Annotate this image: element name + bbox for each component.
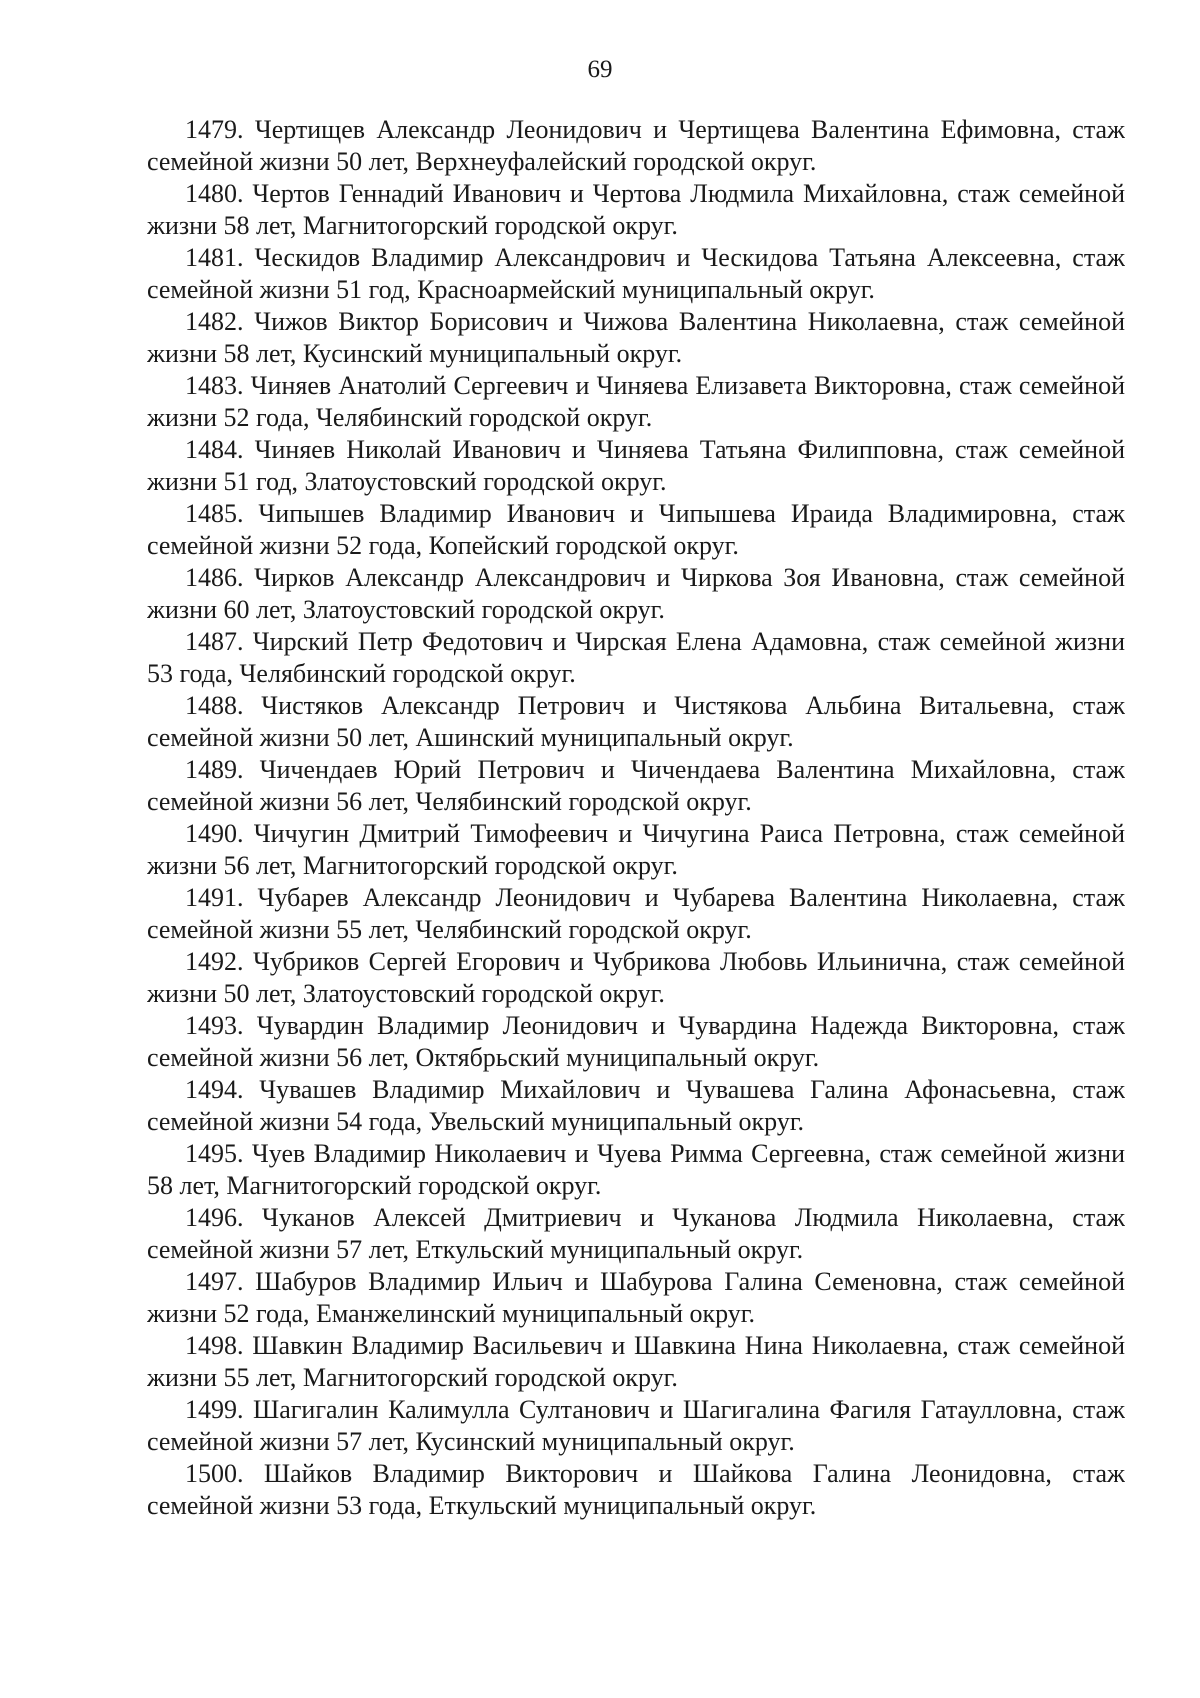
list-item: 1483. Чиняев Анатолий Сергеевич и Чиняева Елизавета Викторовна, стаж семейной жизни 52 года, Челябинский городской округ. [147,371,1125,432]
list-item: 1498. Шавкин Владимир Васильевич и Шавкина Нина Николаевна, стаж семейной жизни 55 лет, Магнитогорский городской округ. [147,1331,1125,1392]
list-item: 1481. Ческидов Владимир Александрович и Ческидова Татьяна Алексеевна, стаж семейной жизни 51 год, Красноармейский муниципальный округ. [147,243,1125,304]
list-item: 1494. Чувашев Владимир Михайлович и Чувашева Галина Афонасьевна, стаж семейной жизни 54 года, Увельский муниципальный округ. [147,1075,1125,1136]
list-item: 1479. Чертищев Александр Леонидович и Чертищева Валентина Ефимовна, стаж семейной жизни 50 лет, Верхнеуфалейский городской округ. [147,115,1125,176]
list-item: 1488. Чистяков Александр Петрович и Чистякова Альбина Витальевна, стаж семейной жизни 50 лет, Ашинский муниципальный округ. [147,691,1125,752]
list-item: 1487. Чирский Петр Федотович и Чирская Елена Адамовна, стаж семейной жизни 53 года, Челябинский городской округ. [147,627,1125,688]
list-item: 1497. Шабуров Владимир Ильич и Шабурова Галина Семеновна, стаж семейной жизни 52 года, Еманжелинский муниципальный округ. [147,1267,1125,1328]
list-item: 1496. Чуканов Алексей Дмитриевич и Чуканова Людмила Николаевна, стаж семейной жизни 57 лет, Еткульский муниципальный округ. [147,1203,1125,1264]
list-item: 1492. Чубриков Сергей Егорович и Чубрикова Любовь Ильинична, стаж семейной жизни 50 лет, Златоустовский городской округ. [147,947,1125,1008]
list-item: 1500. Шайков Владимир Викторович и Шайкова Галина Леонидовна, стаж семейной жизни 53 года, Еткульский муниципальный округ. [147,1459,1125,1520]
list-item: 1495. Чуев Владимир Николаевич и Чуева Римма Сергеевна, стаж семейной жизни 58 лет, Магнитогорский городской округ. [147,1139,1125,1200]
list-item: 1486. Чирков Александр Александрович и Чиркова Зоя Ивановна, стаж семейной жизни 60 лет, Златоустовский городской округ. [147,563,1125,624]
list-item: 1499. Шагигалин Калимулла Султанович и Шагигалина Фагиля Гатаулловна, стаж семейной жизни 57 лет, Кусинский муниципальный округ. [147,1395,1125,1456]
list-item: 1493. Чувардин Владимир Леонидович и Чувардина Надежда Викторовна, стаж семейной жизни 56 лет, Октябрьский муниципальный округ. [147,1011,1125,1072]
list-item: 1489. Чичендаев Юрий Петрович и Чичендаева Валентина Михайловна, стаж семейной жизни 56 лет, Челябинский городской округ. [147,755,1125,816]
list-item: 1490. Чичугин Дмитрий Тимофеевич и Чичугина Раиса Петровна, стаж семейной жизни 56 лет, Магнитогорский городской округ. [147,819,1125,880]
page-number: 69 [587,56,613,83]
list-item: 1480. Чертов Геннадий Иванович и Чертова Людмила Михайловна, стаж семейной жизни 58 лет, Магнитогорский городской округ. [147,179,1125,240]
list-item: 1485. Чипышев Владимир Иванович и Чипышева Ираида Владимировна, стаж семейной жизни 52 года, Копейский городской округ. [147,499,1125,560]
list-item: 1482. Чижов Виктор Борисович и Чижова Валентина Николаевна, стаж семейной жизни 58 лет, Кусинский муниципальный округ. [147,307,1125,368]
list-item: 1491. Чубарев Александр Леонидович и Чубарева Валентина Николаевна, стаж семейной жизни 55 лет, Челябинский городской округ. [147,883,1125,944]
list-item: 1484. Чиняев Николай Иванович и Чиняева Татьяна Филипповна, стаж семейной жизни 51 год, Златоустовский городской округ. [147,435,1125,496]
entry-list [147,114,1125,1522]
